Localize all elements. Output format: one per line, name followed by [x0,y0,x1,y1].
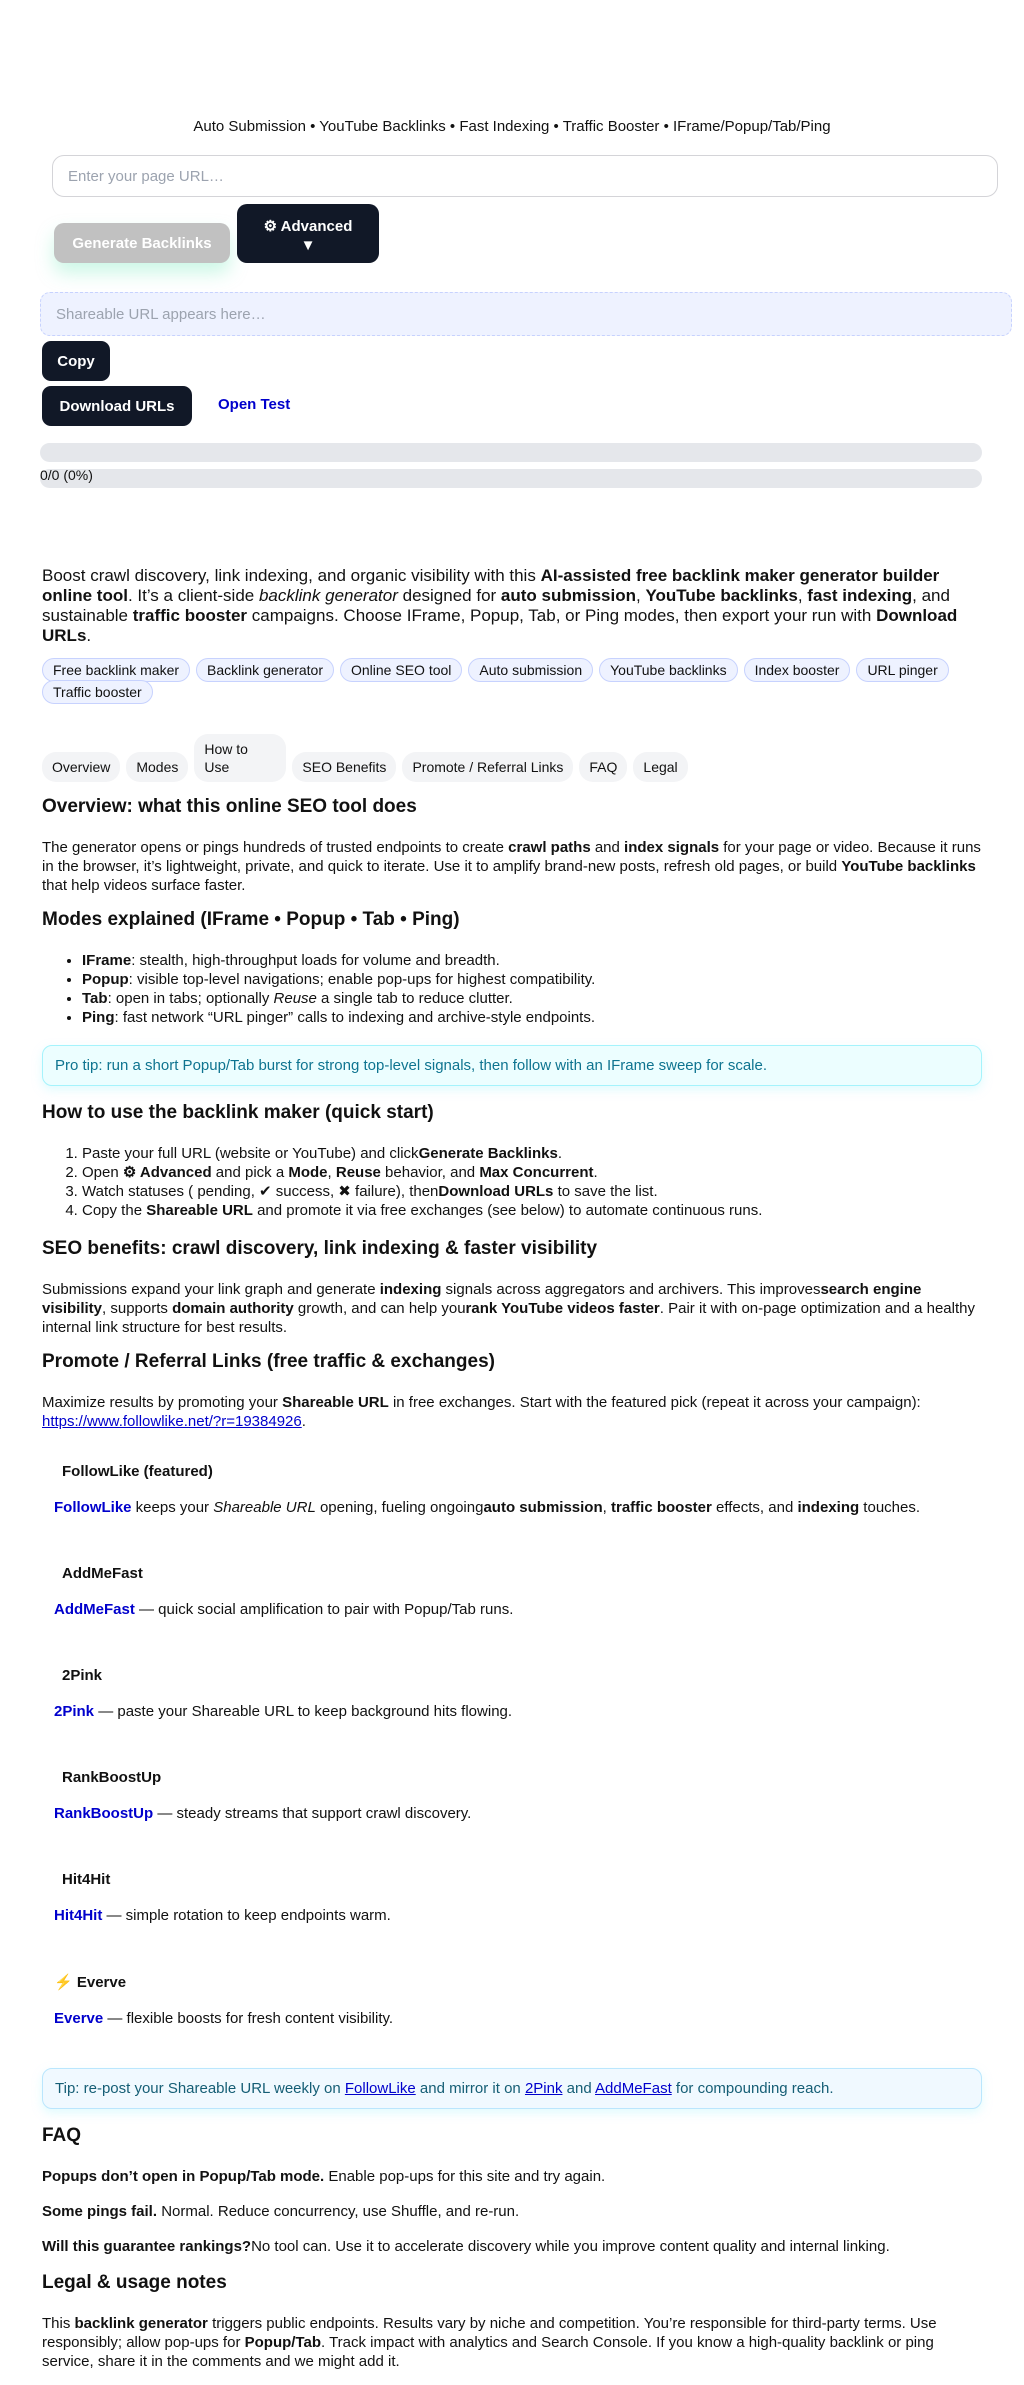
tagline: Auto Submission • YouTube Backlinks • Fast Indexing • Traffic Booster • IFrame/Popup/Tab/Ping [193,118,831,135]
text: for compounding reach. [671,2080,834,2097]
open-test-link[interactable]: Open Test [218,396,291,413]
faq-heading: FAQ [42,2125,82,2146]
promote-heading: Promote / Referral Links (free traffic & exchanges) [42,1351,495,1372]
text: opening, fueling ongoing [315,1499,484,1516]
legal-paragraph [42,2314,982,2371]
text: campaigns. Choose IFrame, Popup, Tab, or Ping modes, then export your run with [247,606,877,625]
text: domain authority [172,1300,294,1317]
text: YouTube backlinks [841,858,976,875]
text: . [557,1145,562,1162]
modes-list [42,951,982,1027]
text: , [327,1164,336,1181]
text: Paste your full URL (website or YouTube) and click [82,1145,419,1162]
text: Shareable URL [146,1202,253,1219]
status-bar [40,469,982,488]
text: Max Concurrent [479,1164,594,1181]
faq-item [42,2202,982,2221]
download-urls-button[interactable]: Download URLs [42,386,192,426]
text: traffic booster [132,606,248,625]
faq-question: Some pings fail. [42,2203,158,2220]
addmefast-tip-link[interactable]: AddMeFast [595,2080,672,2097]
text: . Pair it with on-page optimization and a healthy internal link structure for best results. [42,1300,975,1336]
text: Shareable URL [282,1394,389,1411]
legal-heading: Legal & usage notes [42,2272,227,2293]
card-text [54,1600,970,1619]
list-item [82,989,982,1008]
reach-tip-callout [42,2068,982,2109]
text: triggers public endpoints. Results vary by niche and competition. You’re responsible for third-party terms. Use responsibly; allow pop-ups for [42,2315,937,2351]
text: Reuse [273,990,317,1007]
overview-heading: Overview: what this online SEO tool does [42,796,417,817]
text: Popup/Tab [244,2334,321,2351]
text: . [301,1413,306,1430]
progress-text: 0/0 (0%) [40,467,93,483]
text: — simple rotation to keep endpoints warm. [102,1907,391,1924]
text: Submissions expand your link graph and generate [42,1281,380,1298]
text: that help videos surface faster. [42,877,246,894]
list-item [82,951,982,970]
text: This [42,2315,75,2332]
modes-heading: Modes explained (IFrame • Popup • Tab • Ping) [42,909,460,930]
card-heading: FollowLike (featured) [62,1463,213,1480]
referral-card [42,1553,982,1619]
promote-paragraph [42,1393,982,1431]
text: and pick a [211,1164,289,1181]
text: keeps your [131,1499,214,1516]
card-heading: AddMeFast [62,1565,143,1582]
text: . Track impact with analytics and Search Console. If you know a high-quality backlink or ping service, share it in the comments and we might add it. [42,2334,934,2370]
text: Copy the [82,1202,147,1219]
faq-item [42,2167,982,2186]
text: Mode [288,1164,328,1181]
keyword-chip: Free backlink maker [42,658,190,682]
text: Shareable URL [213,1499,316,1516]
text: designed for [397,586,501,605]
text: growth, and can help you [293,1300,466,1317]
faq-list [42,2167,982,2256]
seo-heading: SEO benefits: crawl discovery, link indexing & faster visibility [42,1238,598,1259]
text: traffic booster [610,1499,712,1516]
keyword-chip: Traffic booster [42,680,153,704]
list-item [82,1182,982,1201]
card-text [54,1804,970,1823]
text: Open [82,1164,123,1181]
text: touches. [859,1499,921,1516]
text: index signals [624,839,720,856]
text: and [562,2080,596,2097]
text: rank YouTube videos faster [465,1300,660,1317]
text: , [602,1499,611,1516]
text: in free exchanges. Start with the featured pick (repeat it across your campaign): [388,1394,921,1411]
faq-answer: Normal. Reduce concurrency, use Shuffle, and re-run. [157,2203,520,2220]
seo-paragraph [42,1280,982,1337]
text: Generate Backlinks [418,1145,558,1162]
text: Download URLs [438,1183,554,1200]
advanced-toggle-button[interactable] [237,204,379,263]
content [42,566,982,2385]
howto-heading: How to use the backlink maker (quick start) [42,1102,434,1123]
text: , and sustainable [42,586,950,625]
text: a single tab to reduce clutter. [316,990,513,1007]
text: AI-assisted free backlink maker generator builder online tool [42,566,940,605]
text: Reuse [335,1164,381,1181]
tab-modes[interactable]: Modes [126,752,188,782]
text: — steady streams that support crawl discovery. [153,1805,472,1822]
text: Download URLs [42,606,958,645]
shareable-url-field[interactable] [40,292,1012,336]
text: Ping [82,1009,115,1026]
text: : open in tabs; optionally [107,990,274,1007]
rankboostup-link[interactable]: RankBoostUp [54,1805,154,1822]
list-item [82,1163,982,1182]
list-item [82,1144,982,1163]
keyword-chips [42,658,982,704]
text: : stealth, high-throughput loads for volume and breadth. [131,952,500,969]
faq-question: Will this guarantee rankings? [42,2238,252,2255]
text: Popup [82,971,129,988]
tab-how-to-use[interactable]: How to Use [194,734,286,782]
text: effects, and [711,1499,798,1516]
text: — flexible boosts for fresh content visibility. [103,2010,394,2027]
referral-card [42,1859,982,1925]
card-heading: Hit4Hit [62,1871,111,1888]
page-url-input[interactable] [52,155,998,197]
card-text [54,1498,970,1517]
text: : visible top-level navigations; enable pop-ups for highest compatibility. [128,971,596,988]
text: Boost crawl discovery, link indexing, and organic visibility with this [42,566,541,585]
keyword-chip: YouTube backlinks [599,658,737,682]
referral-link[interactable]: https://www.followlike.net/?r=19384926 [42,1413,302,1430]
text: , [635,586,646,605]
tab-legal[interactable]: Legal [633,752,687,782]
text: Maximize results by promoting your [42,1394,283,1411]
text: and mirror it on [415,2080,525,2097]
keyword-chip: Index booster [744,658,851,682]
2pink-link[interactable]: 2Pink [54,1703,95,1720]
text: backlink generator [74,2315,208,2332]
text: Tip: re-post your Shareable URL weekly on [55,2080,345,2097]
text: . It’s a client-side [127,586,259,605]
text: . [593,1164,598,1181]
advanced-label: ⚙ Advanced [263,217,353,235]
addmefast-link[interactable]: AddMeFast [54,1601,135,1618]
text: — paste your Shareable URL to keep background hits flowing. [94,1703,513,1720]
keyword-chip: Backlink generator [196,658,334,682]
faq-answer: No tool can. Use it to accelerate discovery while you improve content quality and internal linking. [251,2238,890,2255]
text: to save the list. [553,1183,658,1200]
text: auto submission [483,1499,603,1516]
text: The generator opens or pings hundreds of trusted endpoints to create [42,839,509,856]
followlike-link[interactable]: FollowLike [54,1499,132,1516]
text: YouTube backlinks [645,586,798,605]
intro-paragraph [42,566,982,646]
everve-link[interactable]: Everve [54,2010,104,2027]
referral-card-featured [42,1451,982,1517]
text: ⚙ Advanced [122,1164,212,1181]
text: signals across aggregators and archivers. This improves [441,1281,821,1298]
text: fast indexing [807,586,913,605]
tab-overview[interactable]: Overview [42,752,120,782]
card-text [54,2009,970,2028]
referral-card [42,1655,982,1721]
text: IFrame [82,952,132,969]
text: , [797,586,808,605]
keyword-chip: Auto submission [468,658,593,682]
2pink-tip-link[interactable]: 2Pink [524,2080,563,2097]
faq-item [42,2237,982,2256]
tab-faq[interactable]: FAQ [579,752,627,782]
text: for your page or video. Because it runs in the browser, it’s lightweight, private, and quick to iterate. Use it to amplify brand-new posts, refresh old pages, or build [42,839,981,875]
section-nav [42,734,982,782]
text: — quick social amplification to pair with Popup/Tab runs. [134,1601,514,1618]
steps-list [42,1144,982,1220]
card-text [54,1702,970,1721]
text: Tab [82,990,108,1007]
tab-seo-benefits[interactable]: SEO Benefits [292,752,396,782]
copy-button[interactable]: Copy [42,341,110,381]
card-heading: 2Pink [62,1667,103,1684]
text: and [590,839,625,856]
text: and promote it via free exchanges (see below) to automate continuous runs. [252,1202,763,1219]
text: auto submission [500,586,636,605]
referral-card [42,1961,982,2028]
card-text [54,1906,970,1925]
card-heading: ⚡ Everve [54,1974,127,1991]
text: , supports [102,1300,173,1317]
list-item [82,1008,982,1027]
text: : fast network “URL pinger” calls to indexing and archive-style endpoints. [114,1009,596,1026]
text: crawl paths [508,839,591,856]
overview-paragraph [42,838,982,895]
followlike-tip-link[interactable]: FollowLike [344,2080,416,2097]
keyword-chip: Online SEO tool [340,658,462,682]
hit4hit-link[interactable]: Hit4Hit [54,1907,103,1924]
text: search engine visibility [42,1281,922,1317]
referral-card [42,1757,982,1823]
list-item [82,970,982,989]
pro-tip-callout: Pro tip: run a short Popup/Tab burst for strong top-level signals, then follow with an IFrame sweep for scale. [42,1045,982,1086]
text: indexing [797,1499,860,1516]
chevron-down-icon: ▼ [300,236,316,254]
text: backlink generator [258,586,398,605]
progress-bar [40,443,982,462]
list-item [82,1201,982,1220]
faq-answer: Enable pop-ups for this site and try again. [324,2168,606,2185]
text: indexing [379,1281,442,1298]
faq-question: Popups don’t open in Popup/Tab mode. [42,2168,325,2185]
text: . [86,626,92,645]
tab-promote[interactable]: Promote / Referral Links [402,752,573,782]
card-heading: RankBoostUp [62,1769,162,1786]
text: behavior, and [380,1164,480,1181]
text: Watch statuses ( pending, ✔ success, ✖ failure), then [82,1183,439,1200]
keyword-chip: URL pinger [856,658,948,682]
generate-backlinks-button[interactable]: Generate Backlinks [54,223,230,263]
